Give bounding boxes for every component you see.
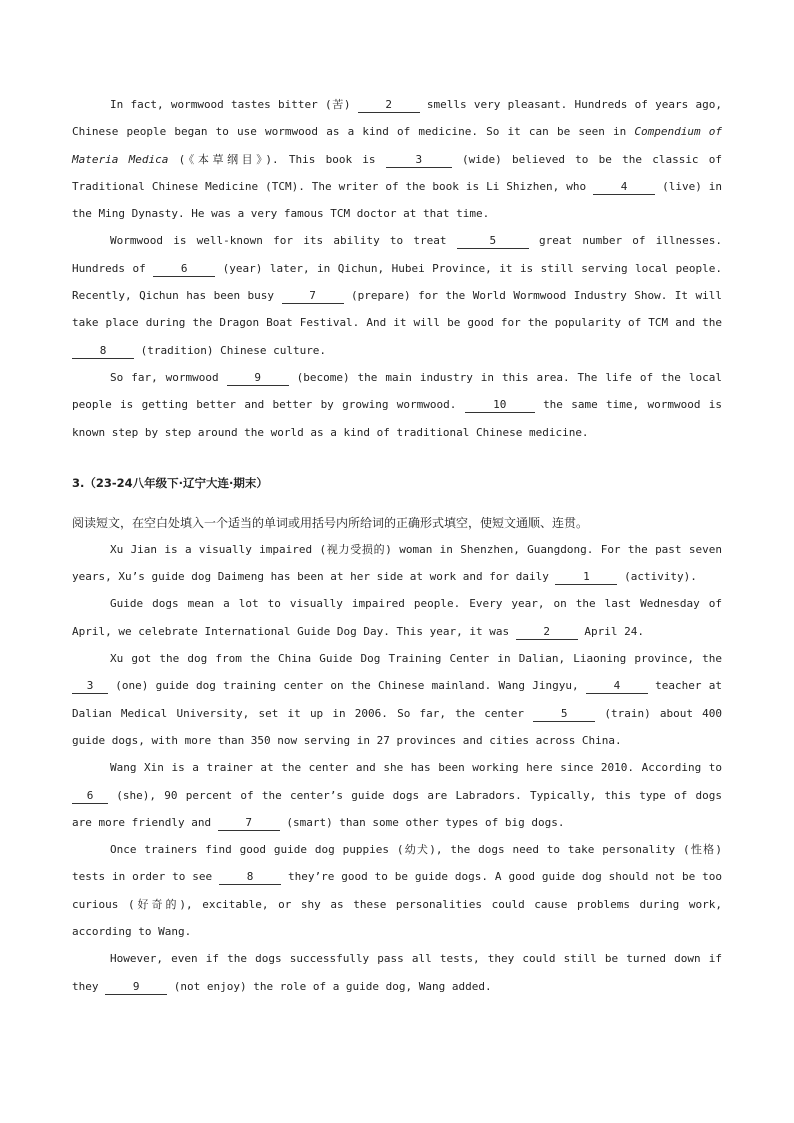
answer-blank-5[interactable]: 5 — [457, 234, 529, 249]
answer-blank-4[interactable]: 4 — [586, 679, 648, 694]
answer-blank-4[interactable]: 4 — [593, 180, 655, 195]
answer-blank-8[interactable]: 8 — [72, 344, 134, 359]
s2-paragraph-2 — [72, 227, 722, 363]
text: (prepare) for the World Wormwood Industry Show. It will take place during the Dragon Boat Festival. And it will be good for the popularity of TCM and the — [72, 289, 722, 330]
answer-blank-3[interactable]: 3 — [386, 153, 452, 168]
instructions: 阅读短文，在空白处填入一个适当的单词或用括号内所给词的正确形式填空，使短文通顺、连贯。 — [72, 515, 589, 530]
s2-paragraph-3 — [72, 364, 722, 446]
text: So far, wormwood — [110, 370, 219, 384]
text: Xu Jian is a visually impaired (视力受损的) woman in Shenzhen, Guangdong. For the past seven years, Xu’s guide dog Daimeng has been at her side at work and for daily — [72, 542, 722, 584]
text: (train) about 400 guide dogs, with more than 350 now serving in 27 provinces and cities across China. — [72, 706, 723, 747]
text: Wang Xin is a trainer at the center and she has been working here since 2010. According to — [110, 761, 722, 775]
s2-paragraph-1 — [72, 91, 722, 227]
answer-blank-9[interactable]: 9 — [105, 980, 167, 995]
text: (become) the main industry in this area. The life of the local people is getting better and better by growing wormwood. — [72, 370, 722, 412]
text: However, even if the dogs successfully pass all tests, they could still be turned down if they — [72, 952, 722, 993]
text: In fact, wormwood tastes bitter (苦) — [110, 98, 351, 111]
s3-paragraph-4 — [72, 754, 722, 836]
s3-paragraph-1 — [72, 536, 722, 591]
text: Xu got the dog from the China Guide Dog Training Center in Dalian, Liaoning province, the — [110, 652, 722, 666]
s3-paragraph-5 — [72, 836, 722, 945]
s3-paragraph-2 — [72, 590, 722, 645]
answer-blank-3[interactable]: 3 — [72, 679, 108, 694]
text: April 24. — [584, 624, 644, 638]
text: (smart) than some other types of big dogs. — [286, 815, 565, 829]
answer-blank-10[interactable]: 10 — [465, 398, 535, 413]
book-title: Compendium of Materia Medica — [72, 125, 723, 166]
book-title-cn: (《本草纲目》). — [178, 152, 279, 166]
answer-blank-6[interactable]: 6 — [72, 789, 108, 804]
answer-blank-8[interactable]: 8 — [219, 870, 281, 885]
text: the same time, wormwood is known step by step around the world as a kind of traditional Chinese medicine. — [72, 398, 723, 439]
text: teacher at Dalian Medical University, set it up in 2006. So far, the center — [72, 679, 723, 720]
s3-paragraph-6 — [72, 945, 722, 1000]
answer-blank-2[interactable]: 2 — [516, 625, 578, 640]
s3-paragraph-3 — [72, 645, 722, 754]
answer-blank-6[interactable]: 6 — [153, 262, 215, 277]
text: they’re good to be guide dogs. A good guide dog should not be too curious (好奇的), excitable, or shy as these personalities could cause problems during work, according to Wang. — [72, 870, 723, 939]
text: This book is — [288, 152, 376, 166]
document-page — [72, 91, 722, 1000]
text: (live) in the Ming Dynasty. He was a very famous TCM doctor at that time. — [72, 179, 723, 221]
text: (one) guide dog training center on the Chinese mainland. Wang Jingyu, — [115, 679, 579, 693]
answer-blank-5[interactable]: 5 — [533, 707, 595, 722]
text: Guide dogs mean a lot to visually impaired people. Every year, on the last Wednesday of April, we celebrate International Guide Dog Day. This year, it was — [72, 597, 722, 638]
question-heading: 3.（23-24八年级下·辽宁大连·期末） — [72, 475, 268, 490]
text: great number of illnesses. Hundreds of — [72, 234, 723, 275]
text: (tradition) Chinese culture. — [140, 343, 327, 357]
answer-blank-7[interactable]: 7 — [282, 289, 344, 304]
text: smells very pleasant. Hundreds of years ago, Chinese people began to use wormwood as a kind of medicine. So it can be seen in — [72, 98, 722, 139]
text: (year) later, in Qichun, Hubei Province, it is still serving local people. Recently, Qichun has been busy — [72, 261, 722, 303]
text: Once trainers find good guide dog puppies (幼犬), the dogs need to take personality (性格) tests in order to see — [72, 843, 722, 884]
text: (she), 90 percent of the center’s guide dogs are Labradors. Typically, this type of dogs are more friendly and — [72, 788, 722, 829]
text: (not enjoy) the role of a guide dog, Wang added. — [173, 979, 492, 993]
answer-blank-7[interactable]: 7 — [218, 816, 280, 831]
answer-blank-1[interactable]: 1 — [555, 570, 617, 585]
text: (wide) believed to be the classic of Traditional Chinese Medicine (TCM). The writer of the book is Li Shizhen, who — [72, 152, 723, 193]
text: Wormwood is well-known for its ability to treat — [110, 234, 447, 248]
answer-blank-9[interactable]: 9 — [227, 371, 289, 386]
text: (activity). — [624, 570, 697, 584]
answer-blank-2[interactable]: 2 — [358, 98, 420, 113]
